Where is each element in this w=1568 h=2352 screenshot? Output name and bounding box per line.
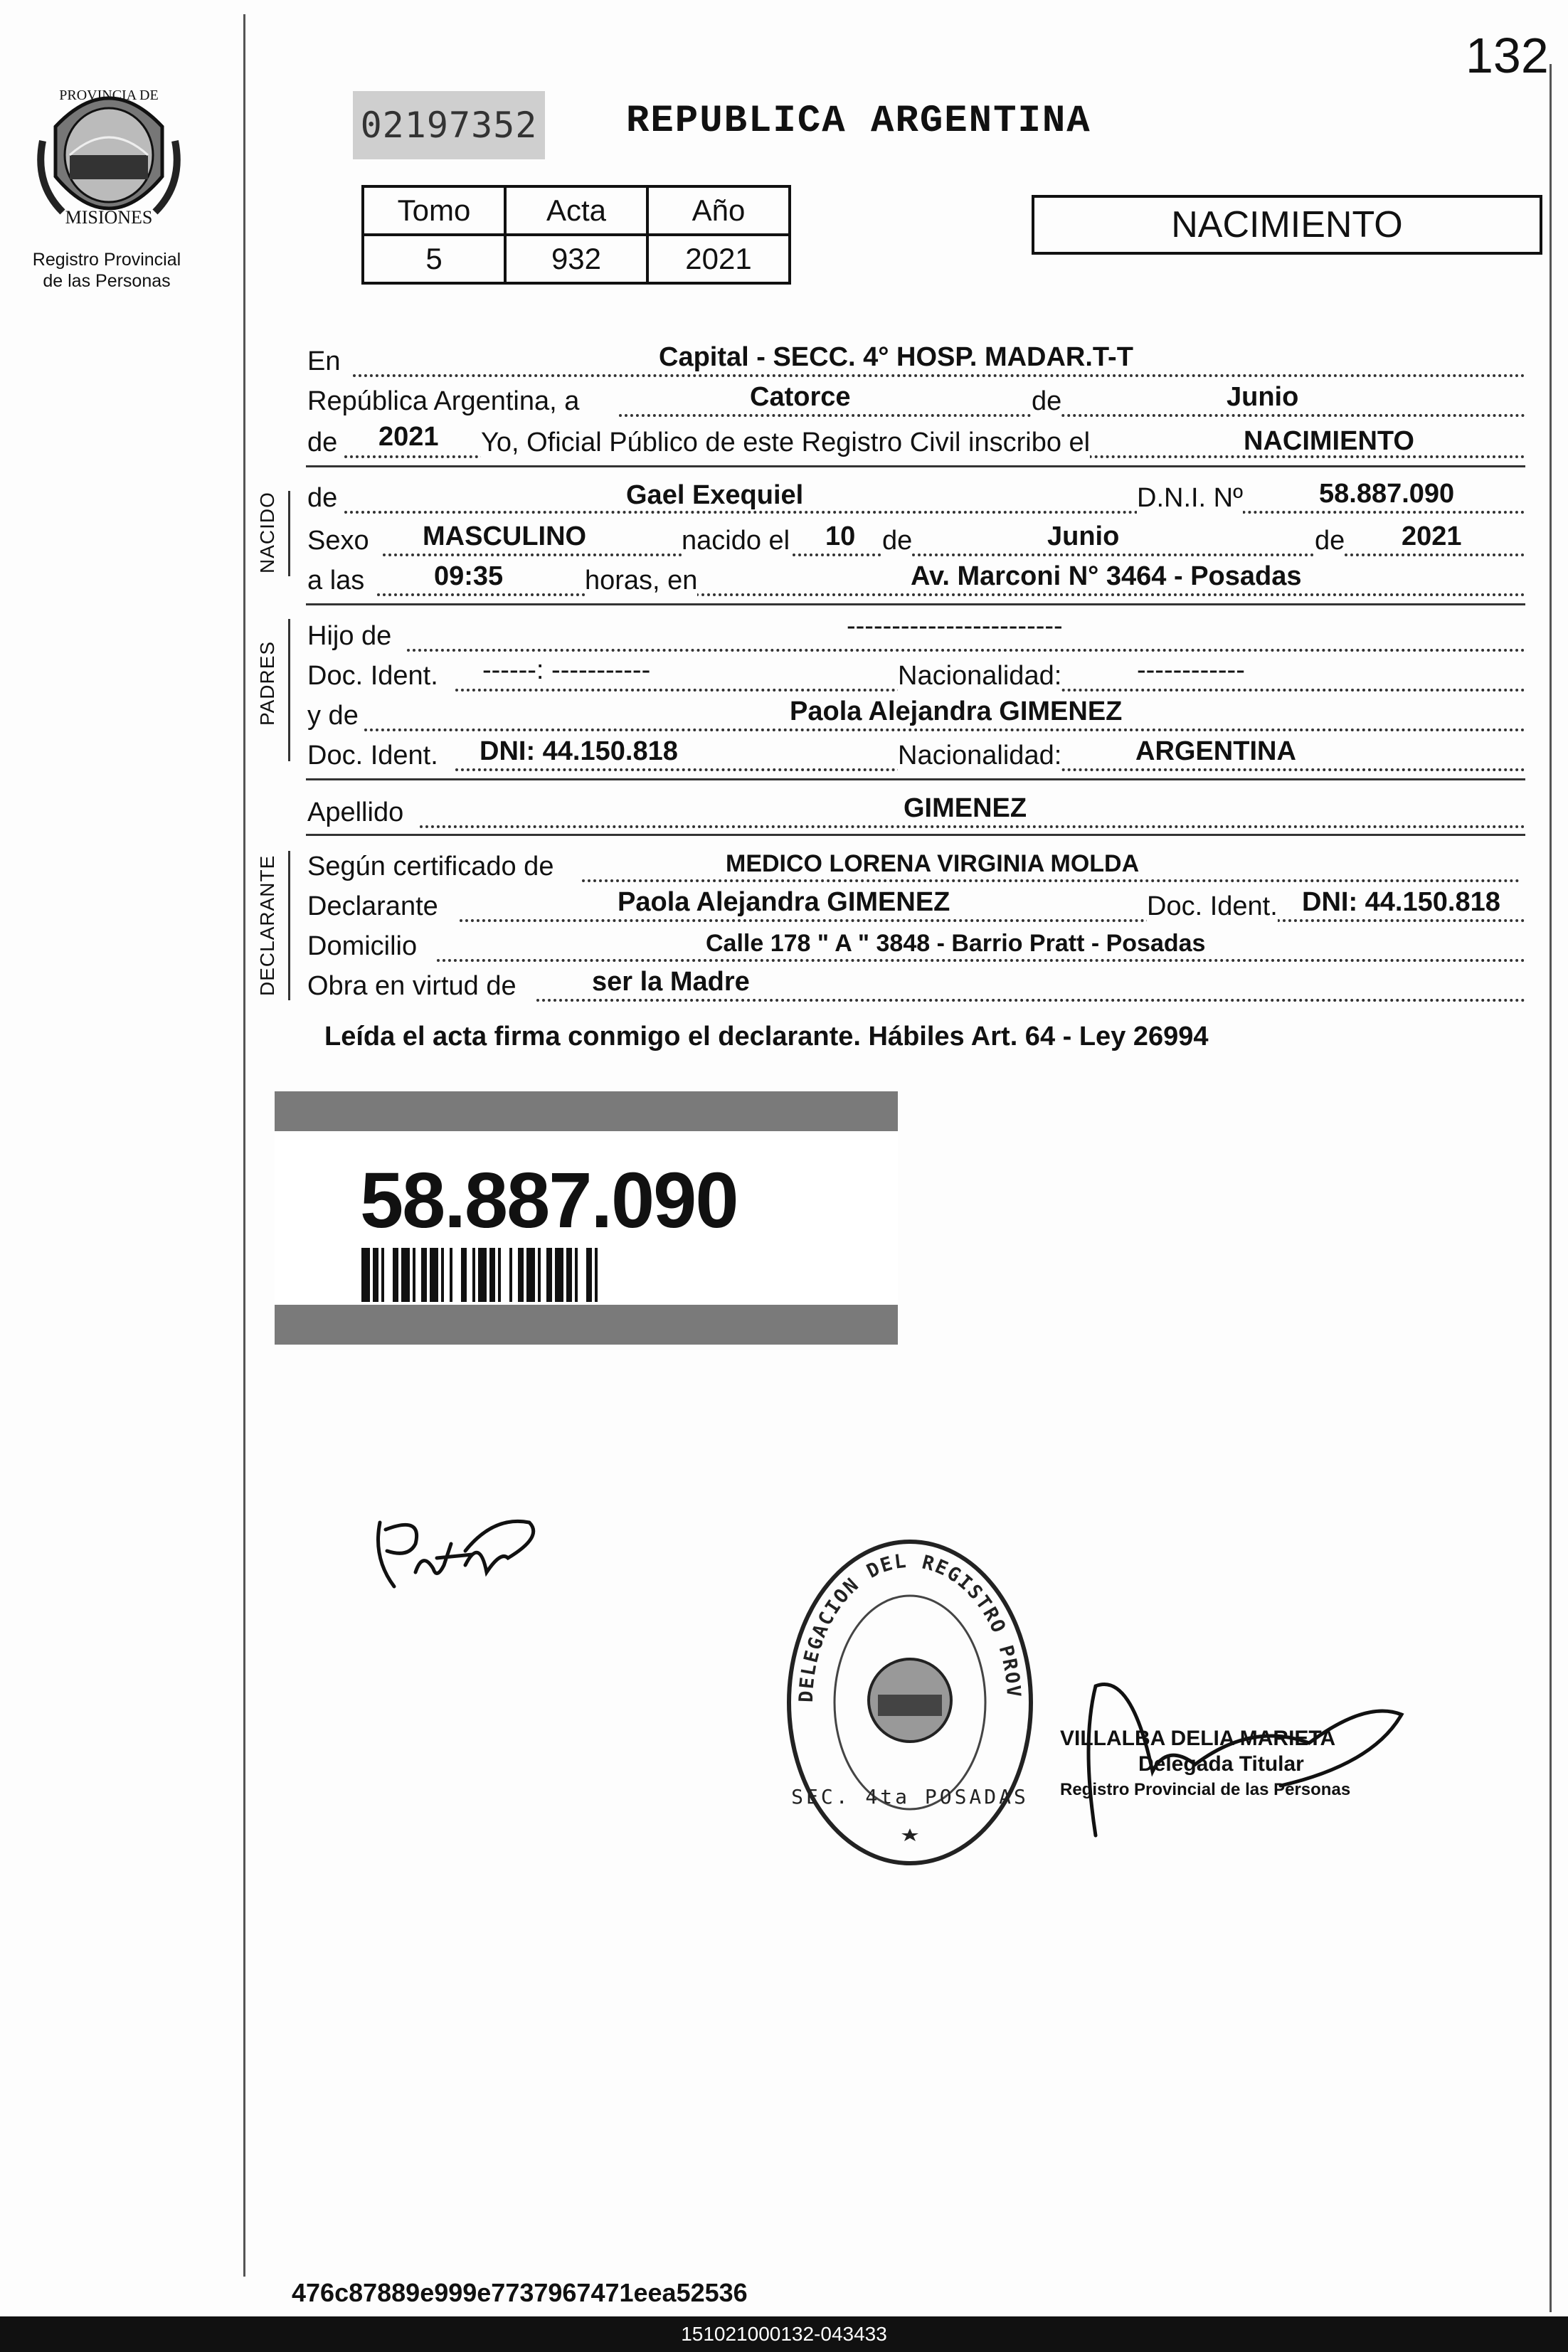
row-birth-time <box>306 559 1525 599</box>
barcode-bar <box>509 1248 512 1302</box>
row-certificate <box>306 845 1525 885</box>
logo-bottom-text: MISIONES <box>65 207 153 228</box>
logo-top-text: PROVINCIA DE <box>59 88 159 103</box>
label-yo: Yo, Oficial Público de este Registro Civil inscribo el <box>481 428 1091 457</box>
document-hash: 476c87889e999e7737967471eea52536 <box>292 2278 748 2307</box>
barcode-bar <box>575 1248 578 1302</box>
barcode-bar <box>450 1248 452 1302</box>
label-doc-ident-declarant: Doc. Ident. <box>1147 891 1278 921</box>
value-birth-time: 09:35 <box>434 561 504 591</box>
barcode-bar <box>478 1248 487 1302</box>
barcode-bars <box>361 1248 753 1302</box>
value-year: 2021 <box>378 422 439 452</box>
label-hijo-de: Hijo de <box>307 621 392 651</box>
label-nacido-el: nacido el <box>682 526 790 556</box>
value-mother-doc: DNI: 44.150.818 <box>480 736 678 766</box>
footer-code: 151021000132-043433 <box>0 2316 1568 2352</box>
row-date <box>306 380 1525 420</box>
barcode-band-top <box>275 1091 898 1131</box>
row-name <box>306 477 1525 517</box>
value-declarant-doc: DNI: 44.150.818 <box>1302 887 1500 917</box>
row-declarant <box>306 885 1525 925</box>
row-capacity <box>306 965 1525 1005</box>
barcode-label <box>275 1091 898 1345</box>
barcode-bar <box>413 1248 415 1302</box>
label-horas-en: horas, en <box>585 566 698 595</box>
value-capacity: ser la Madre <box>592 967 750 997</box>
value-month: Junio <box>1227 382 1299 412</box>
stamp-inner-text: SEC. 4ta POSADAS <box>791 1785 1029 1808</box>
value-dni: 58.887.090 <box>1319 479 1455 509</box>
row-father <box>306 611 1525 655</box>
value-birth-year: 2021 <box>1402 521 1462 551</box>
registry-caption <box>14 249 199 292</box>
label-segun: Según certificado de <box>307 852 554 881</box>
label-republica: República Argentina, a <box>307 386 580 416</box>
left-margin-line <box>243 14 245 2277</box>
registry-caption-line1: Registro Provincial <box>32 250 181 270</box>
page-number: 132 <box>1466 28 1549 83</box>
label-de-month: de <box>1032 386 1062 416</box>
label-doc-ident-mother: Doc. Ident. <box>307 741 438 770</box>
label-obra: Obra en virtud de <box>307 971 517 1001</box>
barcode-number: 58.887.090 <box>360 1157 738 1244</box>
label-doc-ident-father: Doc. Ident. <box>307 661 438 691</box>
value-declarant: Paola Alejandra GIMENEZ <box>618 887 950 917</box>
value-act-type: NACIMIENTO <box>1244 426 1414 456</box>
section-bar-declarante <box>288 851 290 1000</box>
label-domicilio: Domicilio <box>307 931 418 961</box>
official-stamp <box>784 1537 1036 1868</box>
barcode-bar <box>498 1248 501 1302</box>
signature-left <box>366 1508 551 1601</box>
barcode-bar <box>538 1248 541 1302</box>
value-father: ------------------------ <box>847 611 1063 641</box>
barcode-bar <box>518 1248 524 1302</box>
label-de-year: de <box>307 428 338 457</box>
record-table <box>361 185 791 285</box>
row-address <box>306 925 1525 965</box>
barcode-bar <box>586 1248 592 1302</box>
label-apellido: Apellido <box>307 798 404 827</box>
right-margin-line <box>1550 64 1552 2312</box>
official-office: Registro Provincial de las Personas <box>1060 1780 1351 1799</box>
label-en: En <box>307 346 341 376</box>
barcode-bar <box>381 1248 384 1302</box>
barcode-bar <box>595 1248 598 1302</box>
label-sexo: Sexo <box>307 526 369 556</box>
section-bar-padres <box>288 619 290 761</box>
value-mother: Paola Alejandra GIMENEZ <box>790 696 1123 726</box>
anio-value: 2021 <box>647 235 790 283</box>
label-de-name: de <box>307 483 338 513</box>
row-surname <box>306 791 1525 831</box>
section-label-nacido: NACIDO <box>256 492 278 573</box>
value-address: Calle 178 " A " 3848 - Barrio Pratt - Posadas <box>706 930 1206 957</box>
label-nacionalidad-father: Nacionalidad: <box>898 661 1062 691</box>
tomo-value: 5 <box>363 235 505 283</box>
barcode-bar <box>393 1248 398 1302</box>
barcode-bar <box>421 1248 427 1302</box>
registry-logo <box>34 77 184 240</box>
barcode-bar <box>472 1248 475 1302</box>
section-label-declarante: DECLARANTE <box>256 854 278 996</box>
value-surname: GIMENEZ <box>904 793 1027 823</box>
official-title: Delegada Titular <box>1138 1752 1304 1776</box>
label-a-las: a las <box>307 566 365 595</box>
value-place: Capital - SECC. 4° HOSP. MADAR.T-T <box>659 342 1133 372</box>
value-father-nationality: ------------ <box>1137 655 1245 685</box>
value-birth-month: Junio <box>1047 521 1120 551</box>
value-name: Gael Exequiel <box>626 480 804 510</box>
barcode-bar <box>361 1248 370 1302</box>
tomo-header: Tomo <box>363 186 505 235</box>
barcode-bar <box>461 1248 467 1302</box>
label-declarante: Declarante <box>307 891 438 921</box>
serial-number: 02197352 <box>353 91 545 159</box>
acta-value: 932 <box>505 235 647 283</box>
document-heading: REPUBLICA ARGENTINA <box>626 100 1091 143</box>
barcode-band-bottom <box>275 1305 898 1345</box>
section-bar-nacido <box>288 491 290 576</box>
barcode-bar <box>555 1248 563 1302</box>
stamp-outer-text: DELEGACION DEL REGISTRO PROV <box>795 1550 1025 1703</box>
barcode-bar <box>526 1248 535 1302</box>
barcode-bar <box>430 1248 438 1302</box>
divider <box>306 465 1525 467</box>
value-birth-place: Av. Marconi N° 3464 - Posadas <box>911 561 1302 591</box>
row-mother <box>306 694 1525 734</box>
label-nacionalidad-mother: Nacionalidad: <box>898 741 1062 770</box>
acta-header: Acta <box>505 186 647 235</box>
barcode-bar <box>566 1248 572 1302</box>
registry-caption-line2: de las Personas <box>43 271 171 291</box>
value-father-doc: ------: ----------- <box>482 655 651 685</box>
label-de-birth-month: de <box>882 526 913 556</box>
value-birth-day: 10 <box>825 521 856 551</box>
barcode-bar <box>401 1248 410 1302</box>
section-label-padres: PADRES <box>256 640 278 726</box>
official-name: VILLALBA DELIA MARIETA <box>1060 1727 1336 1750</box>
label-y-de: y de <box>307 701 359 731</box>
row-mother-doc <box>306 734 1525 774</box>
divider <box>306 778 1525 780</box>
label-de-birth-year: de <box>1315 526 1345 556</box>
row-year <box>306 421 1525 461</box>
official-block <box>1060 1726 1350 1803</box>
row-father-doc <box>306 655 1525 694</box>
value-certificate: MEDICO LORENA VIRGINIA MOLDA <box>726 850 1140 877</box>
barcode-bar <box>489 1248 495 1302</box>
divider <box>306 834 1525 836</box>
barcode-bar <box>546 1248 552 1302</box>
row-place <box>306 340 1525 380</box>
row-sex <box>306 519 1525 559</box>
value-mother-nationality: ARGENTINA <box>1135 736 1296 766</box>
label-dni: D.N.I. Nº <box>1137 483 1243 513</box>
divider <box>306 603 1525 605</box>
value-day: Catorce <box>750 382 851 412</box>
closing-statement: Leída el acta firma conmigo el declarante. Hábiles Art. 64 - Ley 26994 <box>324 1022 1209 1051</box>
barcode-bar <box>373 1248 378 1302</box>
record-type-box: NACIMIENTO <box>1032 195 1542 255</box>
anio-header: Año <box>647 186 790 235</box>
value-sex: MASCULINO <box>423 521 587 551</box>
barcode-bar <box>441 1248 444 1302</box>
